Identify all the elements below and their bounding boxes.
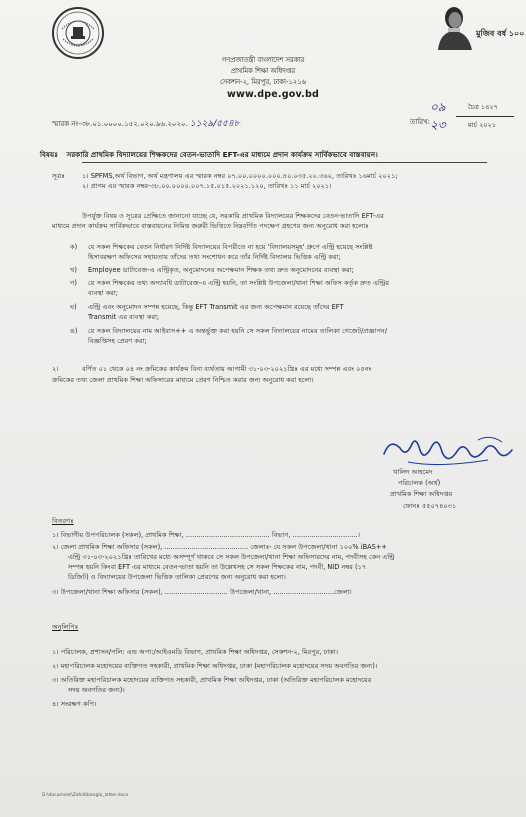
date-divider	[456, 116, 514, 117]
copy-item-3-line-1: ৩। অতিরিক্ত মহাপরিচালক মহোদয়ের ব্যক্তিগত সহকারী, প্রাথমিক শিক্ষা অধিদপ্তর, ঢাকা (অতিরিক্ত মহাপরিচালক মহোদয়ের	[52, 676, 372, 684]
file-path-footer: D:\document\Zahid\bangla_letter.docx	[42, 793, 129, 798]
item-uma-marker: ঙ)	[70, 327, 78, 335]
signatory-title: পরিচালক (অর্থ)	[398, 479, 441, 487]
distribution-item-2-line-3: সম্পন্ন হয়নি কিংবা EFT এর মাধ্যমে বেতন-ভাতা হয়নি তা উল্লেখসহ সে সকল শিক্ষকের নাম, পদবী, NID নম্বর (১৭	[68, 563, 367, 571]
header-directorate: প্রাথমিক শিক্ষা অধিদপ্তর	[230, 67, 296, 75]
date-label: তারিখ:	[410, 118, 431, 126]
item-uma-line-1: যে সকল বিদ্যালয়ের নাম আইবাস++ এ অন্তর্ভুক্ত করা হয়নি সে সকল বিদ্যালয়ের নামের তালিকা গেজেট/প্রজ্ঞাপন/	[88, 327, 388, 335]
signatory-office: প্রাথমিক শিক্ষা অধিদপ্তর	[390, 490, 453, 498]
item-gha-line-1: এন্ট্রি এবং অনুমোদন সম্পন্ন হয়েছে, কিন্তু EFT Transmit এর জন্য অপেক্ষমান রয়েছে তাঁদের EFT	[88, 303, 344, 311]
copy-item-2: ২। মহাপরিচালক মহোদয়ের ব্যক্তিগত সহকারী, প্রাথমিক শিক্ষা অধিদপ্তর, ঢাকা (মহাপরিচালক মহোদয়ের সদয় অবগতির জন্য)।	[52, 662, 378, 670]
copy-item-3-line-2: সদয় অবগতির জন্য)।	[68, 686, 125, 694]
distribution-item-2-line-1: ২। জেলা প্রাথমিক শিক্ষা অফিসার (সকল), ........................................ জেলাঃ- যে সকল উপজেলা/থানা ১০০% iBAS++	[52, 543, 387, 551]
item-ga-line-1: যে সকল শিক্ষকের তথ্য অদ্যাবধি ডাটাবেজ-এ এন্ট্রি হয়নি, তা সংশ্লিষ্ট উপজেলা/থানা শিক্ষা অফিস কর্তৃক দ্রুত এন্ট্রির	[88, 279, 390, 287]
subject-underline	[82, 162, 487, 163]
subject-label: বিষয়ঃ	[40, 150, 59, 159]
copy-item-4: ৪। সংরক্ষণ কপি।	[52, 700, 97, 708]
memo-number-label: স্মারক নং-৩৮.০১.০০০০.১৫২.০২০.৯৬.২০২০.	[52, 120, 188, 128]
item-kha-line-1: Employee ডাটাবেজ-এ এন্ট্রিকৃত, অনুমোদনের অপেক্ষমান শিক্ষক তথ্য দ্রুত অনুমোদনের ব্যবস্থা করা;	[88, 266, 354, 274]
subject-text: সরকারি প্রাথমিক বিদ্যালয়ের শিক্ষকদের বেতন-ভাতাদি EFT-এর মাধ্যমে প্রদান কার্যক্রম সার্বিকভাবে বাস্তবায়ন।	[66, 150, 378, 159]
subject-line	[40, 150, 378, 162]
portrait-image	[434, 4, 476, 50]
government-seal-logo	[52, 7, 104, 59]
intro-line-1: উপর্যুক্ত বিষয় ও সূত্রের প্রেক্ষিতে জানানো যাচ্ছে যে, সরকারি প্রাথমিক বিদ্যালয়ের শিক্ষকদের বেতন-ভাতাদি EFT-এর	[82, 212, 384, 220]
item-kha-marker: খ)	[70, 266, 77, 274]
para2-line-1: বর্ণিত ০১ থেকে ০৪ নং ক্রমিকের কার্যক্রম বিনা ব্যর্থতায় আগামী ৩১-০৩-২০২১খ্রিঃ এর মধ্যে সম্পন্ন এবং ০৫নং	[82, 365, 372, 373]
header-address: সেকশন-২, মিরপুর, ঢাকা-১২১৬	[219, 78, 307, 86]
reference-2: ২। প্রাগম এর স্মারক নম্বর-৩৮.০০.০০০০.০০৭.১৫.০১৫.২০২১.১২০, তারিখঃ ১১ মার্চ ২০২১।	[82, 182, 332, 190]
distribution-item-2-line-4: ডিজিট) ও বিদ্যালয়ের উপজেলা ভিত্তিক তালিকা প্রেরণের জন্য অনুরোধ করা হলো।	[68, 573, 286, 581]
references-label: সূত্রঃ	[52, 172, 65, 180]
memo-number-handwritten: ১১২৯/৫৫৪৮	[189, 119, 240, 129]
distribution-item-2-line-2: এন্ট্রি ৩১-০৩-২০২১খ্রিঃ তারিখের মধ্যে অসম্পূর্ণ থাকবে সে সকল উপজেলা/থানা শিক্ষা অফিসারদের নাম, পদবীসহ কেন এন্ট্রি	[68, 553, 395, 561]
distribution-item-3: ৩। উপজেলা/থানা শিক্ষা অফিসার (সকল), .............................. উপজেলা/থানা, .............................জেলা।	[52, 588, 352, 596]
item-gha-line-2: Transmit এর ব্যবস্থা করা;	[88, 313, 160, 321]
date-day-bangla-handwritten: ০৯	[430, 100, 446, 114]
para2-marker: ২।	[52, 365, 59, 373]
item-ka-line-1: যে সকল শিক্ষকের বেতন নির্ধারণ নির্দিষ্ট বিদ্যালয়ের বিপরীতে না হয়ে 'বিদ্যালয়সমূহ' গ্রুপে এন্ট্রি হয়েছে সংশ্লিষ্ট	[88, 243, 373, 251]
intro-line-2: মাধ্যমে প্রদান কার্যক্রম সার্বিকভাবে বাস্তবায়নের নিমিত্ত জরুরী ভিত্তিতে নিম্নবর্ণিত পদক্ষেপ গ্রহণের জন্য অনুরোধ করা হলোঃ	[52, 222, 369, 230]
copies-heading: অনুলিপিঃ	[52, 623, 79, 631]
date-month-bangla: চৈত্র ১৪২৭	[468, 103, 498, 111]
item-ka-marker: ক)	[70, 243, 78, 251]
memo-number	[52, 116, 240, 131]
item-ga-marker: গ)	[70, 279, 77, 287]
header-website-link[interactable]: www.dpe.gov.bd	[226, 89, 320, 100]
distribution-heading: বিতরণঃ	[52, 517, 74, 525]
copy-item-1: ১। পরিচালক, প্রশাসন/পলি: এন্ড অপা:/আইএমডি বিভাগ, প্রাথমিক শিক্ষা অধিদপ্তর, সেকশন-২, মিরপুর, ঢাকা।	[52, 648, 339, 656]
item-gha-marker: ঘ)	[70, 303, 77, 311]
reference-1: ১। SPFMS,অর্থ বিভাগ, অর্থ মন্ত্রণালয় এর স্মারক নম্বর ০৭.০০.০০০০.০০০.৪০.০৩৫.২০.৩৬০, তারিখঃ ১৬মার্চ ২০২১;	[82, 172, 398, 180]
date-day-english-handwritten: ২৩	[430, 118, 446, 132]
signatory-phone: ফোনঃ ৫৫০৭৪০৩১	[403, 502, 457, 510]
date-month-english: মার্চ ২০২১	[468, 121, 496, 129]
item-ga-line-2: ব্যবস্থা করা;	[88, 289, 118, 297]
mujib-borsho-badge: মুজিব বর্ষ ১০০	[476, 29, 525, 38]
header-govt: গণপ্রজাতন্ত্রী বাংলাদেশ সরকার	[221, 56, 305, 64]
signatory-name: খালিদ আহমেদ	[393, 468, 433, 476]
item-uma-line-2: বিজ্ঞপ্তিসহ প্রেরণ করা;	[88, 337, 147, 345]
distribution-item-1: ১। বিভাগীয় উপপরিচালক (সকল), প্রাথমিক শিক্ষা, ........................................ বিভাগ, ...............................।	[52, 531, 360, 539]
item-ka-line-2: হিসাবরক্ষণ অফিসের সহায়তায় তাঁদের তথ্য সংশোধন করে তাঁর নির্দিষ্ট বিদ্যালয় ভিত্তিক এন্ট্রি করা;	[88, 253, 341, 261]
para2-line-2: ক্রমিকের তথ্য জেলা প্রাথমিক শিক্ষা অফিসারের মাধ্যমে প্রেরণ নিশ্চিত করার জন্য অনুরোধ করা হলো।	[52, 376, 314, 384]
